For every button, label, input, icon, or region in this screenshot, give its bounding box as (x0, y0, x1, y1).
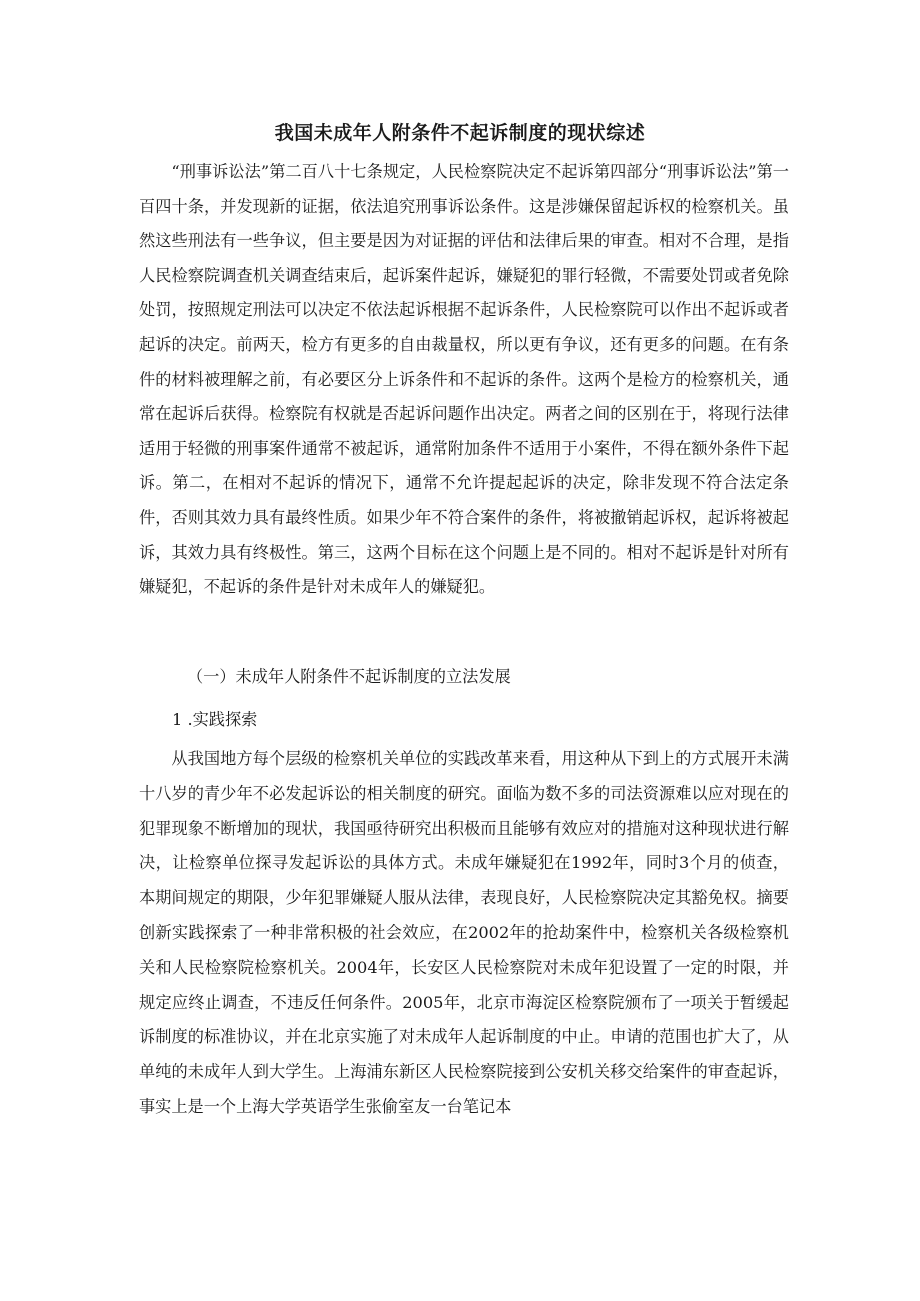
section-heading: （一）未成年人附条件不起诉制度的立法发展 (187, 667, 511, 686)
body-paragraph-1: “刑事诉讼法”第二百八十七条规定，人民检察院决定不起诉第四部分“刑事诉讼法”第一百四十条，并发现新的证据，依法追究刑事诉讼条件。这是涉嫌保留起诉权的检察机关。虽然这些刑法有一些争议，但主要是因为对证据的评估和法律后果的审查。相对不合理，是指人民检察院调查机关调查结束后，起诉案件起诉，嫌疑犯的罪行轻微，不需要处罚或者免除处罚，按照规定刑法可以决定不依法起诉根据不起诉条件，人民检察院可以作出不起诉或者起诉的决定。前两天，检方有更多的自由裁量权，所以更有争议，还有更多的问题。在有条件的材料被理解之前，有必要区分上诉条件和不起诉的条件。这两个是检方的检察机关，通常在起诉后获得。检察院有权就是否起诉问题作出决定。两者之间的区别在于，将现行法律适用于轻微的刑事案件通常不被起诉，通常附加条件不适用于小案件，不得在额外条件下起诉。第二，在相对不起诉的情况下，通常不允许提起起诉的决定，除非发现不符合法定条件，否则其效力具有最终性质。如果少年不符合案件的条件，将被撤销起诉权，起诉将被起诉，其效力具有终极性。第三，这两个目标在这个问题上是不同的。相对不起诉是针对所有嫌疑犯，不起诉的条件是针对未成年人的嫌疑犯。 (139, 162, 789, 597)
subsection-heading: 1 .实践探索 (172, 710, 258, 729)
document-title: 我国未成年人附条件不起诉制度的现状综述 (274, 122, 646, 144)
body-paragraph-2: 从我国地方每个层级的检察机关单位的实践改革来看，用这种从下到上的方式展开未满十八岁的青少年不必发起诉讼的相关制度的研究。面临为数不多的司法资源难以应对现在的犯罪现象不断增加的现状，我国亟待研究出积极而且能够有效应对的措施对这种现状进行解决，让检察单位探寻发起诉讼的具体方式。未成年嫌疑犯在1992年，同时3个月的侦查，本期间规定的期限，少年犯罪嫌疑人服从法律，表现良好，人民检察院决定其豁免权。摘要创新实践探索了一种非常积极的社会效应，在2002年的抢劫案件中，检察机关各级检察机关和人民检察院检察机关。2004年，长安区人民检察院对未成年犯设置了一定的时限，并规定应终止调查，不违反任何条件。2005年，北京市海淀区检察院颁布了一项关于暂缓起诉制度的标准协议，并在北京实施了对未成年人起诉制度的中止。申请的范围也扩大了，从单纯的未成年人到大学生。上海浦东新区人民检察院接到公安机关移交给案件的审查起诉，事实上是一个上海大学英语学生张偷室友一台笔记本 (139, 749, 789, 1116)
